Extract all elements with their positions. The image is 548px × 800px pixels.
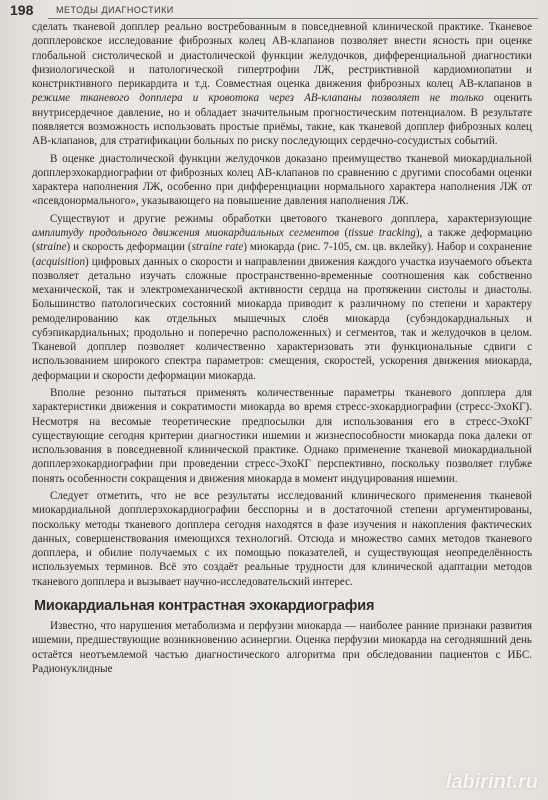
text-run: ) миокарда (рис. 7-105, см. цв. вклейку). Набор и сохранение (: [32, 241, 532, 268]
text-run: (: [339, 227, 349, 240]
text-run: Вполне резонно пытаться применять количественные параметры тканевого допплера для характеристики движения и сократимости миокарда во время стресс-эхокардиографии (стресс-ЭхоКГ). Несмотря на весомые теоретические предпосылки для использования его в стресс-ЭхоКГ существующие сегодня критерии диагностики ишемии и жизнеспособности миокарда пока далеки от использования в повседневной клинической практике. Однако применение тканевой миокардиальной допплерэхокардиографии при проведении стресс-ЭхоКГ перспективно, поскольку позволяет глубже понять особенности сокращения и движения миокарда в момент индуцирования ишемии.: [32, 387, 532, 485]
running-head: [0, 0, 548, 20]
text-run: ) и скорость деформации (: [66, 241, 192, 254]
paragraph: [32, 152, 532, 209]
paragraph: [32, 20, 532, 148]
italic-run: straine rate: [191, 241, 244, 254]
text-run: Следует отметить, что не все результаты исследований клинического применения тканевой миокардиальной допплерэхокардиографии бесспорны и в достаточной степени аргументированы, поскольку методы тканевого допплера сегодня находятся в фазе изучения и накопления фактических данных, совершенствования имеющихся технологий. Отсюда и множество самих методов тканевого допплера, и обилие получаемых с их помощью показателей, и существующая неопределённость используемых терминов. Всё это создаёт реальные трудности для клинической адаптации методов тканевого допплера и вызывает научно-исследовательский интерес.: [32, 490, 532, 588]
text-run: Существуют и другие режимы обработки цветового тканевого допплера, характеризующие: [50, 212, 532, 225]
paragraph: [32, 619, 532, 676]
italic-run: acquisition: [35, 255, 86, 268]
italic-run: tissue tracking: [348, 227, 416, 240]
paragraph: [32, 212, 532, 383]
italic-run: straine: [35, 241, 67, 254]
running-title: МЕТОДЫ ДИАГНОСТИКИ: [56, 5, 174, 15]
watermark-logo: labirint.ru: [445, 771, 538, 793]
section-heading: Миокардиальная контрастная эхокардиография: [34, 597, 375, 614]
italic-run: амплитуду продольного движения миокардиальных сегментов: [32, 227, 340, 240]
text-run: сделать тканевой допплер реально востребованным в повседневной клинической практике. Тканевое допплеровское исследование фиброзных колец АВ-клапанов позволяет внести ясность при оценке глобальной систолической и диастолической функции желудочков, дифференциальной диагностики физиологической и патологической гипертрофии ЛЖ, рестриктивной кардиомиопатии и констриктивного перикардита и т.д. Совместная оценка движения фиброзных колец АВ-клапанов в: [32, 21, 532, 90]
text-run: оценить внутрисердечное давление, но и обладает значительным прогностическим потенциалом. В результате появляется возможность использовать простые приёмы, такие, как тканевой допплер фиброзных колец АВ-клапанов, для стратификации больных по риску последующих сердечно-сосудистых событий.: [32, 92, 532, 147]
header-rule: [48, 18, 538, 19]
paragraph: [32, 489, 532, 589]
text-run: В оценке диастолической функции желудочков доказано преимущество тканевой миокардиальной допплерэхокардиографии от фиброзных колец АВ-клапанов по сравнению с другими способами оценки характера наполнения ЛЖ, особенно при дифференциации нормального характера наполнения ЛЖ от «псевдонормального», указывающего на повышение давления наполнения ЛЖ.: [32, 152, 532, 208]
paragraph: [32, 386, 532, 486]
page-number: 198: [10, 2, 34, 18]
body-text: [32, 20, 532, 676]
italic-run: режиме тканевого допплера и кровотока через АВ-клапаны позволяет не только: [32, 92, 484, 105]
text-run: ) цифровых данных о скорости и направлении движения каждого участка изучаемого объекта позволяет детально изучать сложные пространственно-временные соотношения как собственно механической, так и электромеханической активности сердца на протяжении систолы и диастолы. Большинство патологических состояний миокарда приводит к различному по степени и характеру ремоделированию как отдельных мышечных слоёв миокарда (субэндокардиальных и субэпикардиальных; продольно и поперечно расположенных) и сегментов, так и желудочков в целом. Тканевой допплер позволяет количественно характеризовать эти функциональные сдвиги с использованием широкого спектра параметров: смещения, скоростей, ускорения движения миокарда, деформации и скорости деформации миокарда.: [32, 255, 532, 382]
text-run: ), а также деформацию (: [32, 227, 532, 254]
text-run: Известно, что нарушения метаболизма и перфузии миокарда — наиболее ранние признаки развития ишемии, предшествующие возникновению асинергии. Оценка перфузии миокарда на сегодняшний день остаётся неотъемлемой частью диагностического алгоритма при обследовании пациентов с ИБС. Радионуклидные: [32, 620, 532, 675]
